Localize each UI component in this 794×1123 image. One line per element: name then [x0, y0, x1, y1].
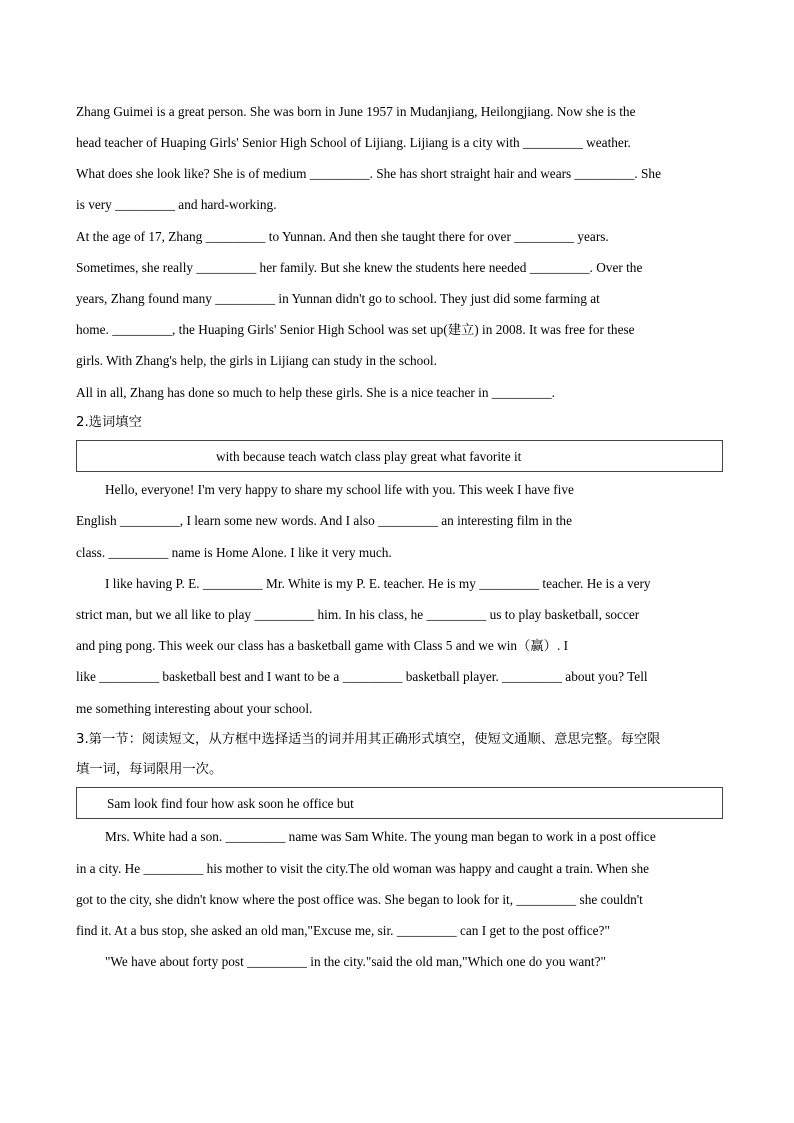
passage-line: What does she look like? She is of medium _________. She has short straight hair and wears _________. She — [76, 166, 661, 181]
passage-line: Sometimes, she really _________ her family. But she knew the students here needed _________. Over the — [76, 260, 643, 275]
section-3-heading-line-1: 3.第一节：阅读短文，从方框中选择适当的词并用其正确形式填空，使短文通顺、意思完整。每空限 — [76, 732, 661, 747]
passage-line: head teacher of Huaping Girls' Senior High School of Lijiang. Lijiang is a city with _________ weather. — [76, 135, 631, 150]
passage-line: and ping pong. This week our class has a basketball game with Class 5 and we win（赢）. I — [76, 638, 569, 653]
passage-line: class. _________ name is Home Alone. I like it very much. — [76, 545, 392, 560]
word-box-text: Sam look find four how ask soon he office but — [107, 796, 354, 811]
passage-line: is very _________ and hard-working. — [76, 197, 277, 212]
word-box-text: with because teach watch class play great what favorite it — [216, 449, 522, 464]
passage-line: Mrs. White had a son. _________ name was Sam White. The young man began to work in a post office — [105, 829, 656, 844]
section-3-word-box — [76, 787, 723, 819]
passage-line: years, Zhang found many _________ in Yunnan didn't go to school. They just did some farming at — [76, 291, 600, 306]
passage-line: Zhang Guimei is a great person. She was born in June 1957 in Mudanjiang, Heilongjiang. Now she is the — [76, 104, 636, 119]
passage-line: find it. At a bus stop, she asked an old man,"Excuse me, sir. _________ can I get to the post office?" — [76, 923, 610, 938]
passage-line: like _________ basketball best and I want to be a _________ basketball player. _________ about you? Tell — [76, 669, 648, 684]
passage-line: Hello, everyone! I'm very happy to share my school life with you. This week I have five — [105, 482, 574, 497]
passage-line: got to the city, she didn't know where the post office was. She began to look for it, _________ she couldn't — [76, 892, 643, 907]
section-2-heading: 2.选词填空 — [76, 415, 142, 430]
passage-line: "We have about forty post _________ in the city."said the old man,"Which one do you want?" — [105, 954, 606, 969]
passage-line: At the age of 17, Zhang _________ to Yunnan. And then she taught there for over _________ years. — [76, 229, 609, 244]
passage-line: I like having P. E. _________ Mr. White is my P. E. teacher. He is my _________ teacher. He is a very — [105, 576, 651, 591]
passage-line: me something interesting about your school. — [76, 701, 313, 716]
passage-line: All in all, Zhang has done so much to help these girls. She is a nice teacher in _________. — [76, 385, 555, 400]
passage-line: strict man, but we all like to play _________ him. In his class, he _________ us to play basketball, soccer — [76, 607, 640, 622]
section-2-word-box — [76, 440, 723, 472]
passage-line: in a city. He _________ his mother to visit the city.The old woman was happy and caught a train. When she — [76, 861, 649, 876]
section-3-heading-line-2: 填一词，每词限用一次。 — [76, 762, 223, 777]
passage-line: home. _________, the Huaping Girls' Senior High School was set up(建立) in 2008. It was free for these — [76, 322, 635, 337]
passage-line: girls. With Zhang's help, the girls in Lijiang can study in the school. — [76, 353, 437, 368]
passage-line: English _________, I learn some new words. And I also _________ an interesting film in the — [76, 513, 572, 528]
